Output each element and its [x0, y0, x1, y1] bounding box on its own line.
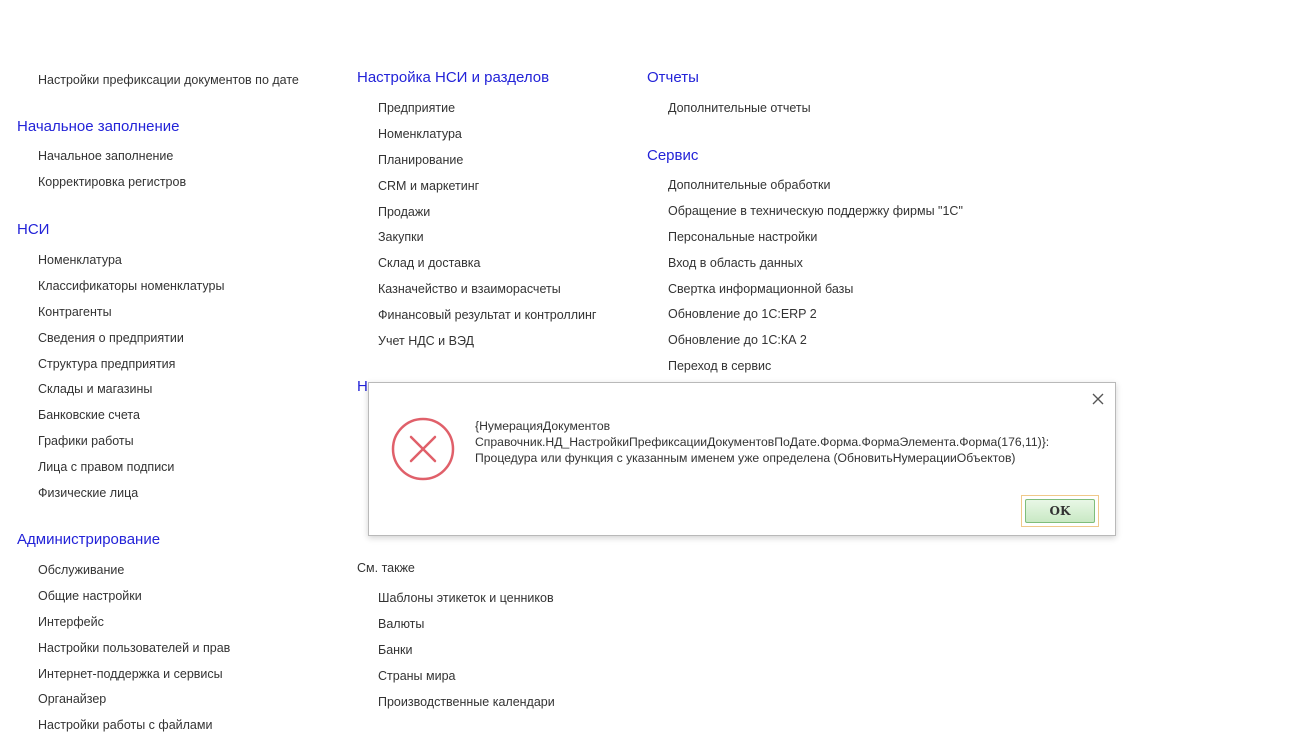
section-title[interactable]: Администрирование	[17, 531, 161, 548]
link-internet-support[interactable]	[0, 666, 230, 692]
link-production-calendars[interactable]	[340, 694, 555, 720]
link-company-structure[interactable]	[0, 356, 224, 382]
link-label: Органайзер	[38, 692, 107, 707]
link-label: Шаблоны этикеток и ценников	[378, 591, 554, 605]
link-enterprise[interactable]	[340, 100, 596, 126]
link-infobase-collapse[interactable]	[630, 281, 963, 307]
ok-button[interactable]: OK	[1025, 499, 1095, 523]
link-organizer[interactable]	[0, 691, 230, 717]
section-see-also	[340, 560, 555, 719]
close-icon[interactable]	[1090, 391, 1106, 407]
section-nsi	[0, 220, 224, 511]
link-label: Вход в область данных	[668, 255, 803, 270]
link-update-ka2[interactable]	[630, 332, 963, 358]
link-label: Корректировка регистров	[38, 174, 187, 189]
link-planning[interactable]	[340, 152, 596, 178]
link-label: Дополнительные отчеты	[668, 101, 811, 115]
link-label: Сведения о предприятии	[38, 330, 184, 345]
link-label: Продажи	[378, 204, 431, 219]
link-label: Переход в сервис	[668, 359, 772, 374]
link-label: Настройки пользователей и прав	[38, 640, 231, 655]
section-partially-hidden	[340, 377, 368, 397]
link-counterparties[interactable]	[0, 304, 224, 330]
link-tech-support[interactable]	[630, 203, 963, 229]
ok-button-focus-frame	[1021, 495, 1099, 527]
error-message-line: Справочник.НД_НастройкиПрефиксацииДокументовПоДате.Форма.ФормаЭлемента.Форма(176,11)}:	[475, 435, 1050, 449]
section-title[interactable]: Начальное заполнение	[17, 118, 180, 135]
link-label: Контрагенты	[38, 304, 112, 319]
link-initial-fill[interactable]	[0, 148, 186, 174]
link-signatories[interactable]	[0, 459, 224, 485]
link-users-rights[interactable]	[0, 640, 230, 666]
error-message-line: Процедура или функция с указанным именем уже определена (ОбновитьНумерацииОбъектов)	[475, 451, 1016, 465]
section-nsi-setup	[340, 68, 596, 359]
link-label: Классификаторы номенклатуры	[38, 278, 225, 293]
link-label: Дополнительные обработки	[668, 178, 831, 192]
link-vat-ved[interactable]	[340, 333, 596, 359]
link-nomenclature-setup[interactable]	[340, 126, 596, 152]
link-label: Обслуживание	[38, 563, 125, 577]
link-personal-settings[interactable]	[630, 229, 963, 255]
link-label-templates[interactable]	[340, 590, 555, 616]
link-additional-processing[interactable]	[630, 177, 963, 203]
error-dialog	[368, 382, 1116, 536]
section-title[interactable]: Сервис	[647, 147, 699, 164]
section-title[interactable]: Н	[357, 378, 368, 395]
link-maintenance[interactable]	[0, 562, 230, 588]
link-label: Обращение в техническую поддержку фирмы "1С"	[668, 203, 963, 218]
link-individuals[interactable]	[0, 485, 224, 511]
section-reports	[630, 68, 811, 126]
link-label: Интернет-поддержка и сервисы	[38, 666, 223, 681]
section-title[interactable]: НСИ	[17, 221, 50, 238]
link-label: Банковские счета	[38, 408, 140, 423]
link-file-settings[interactable]	[0, 717, 230, 743]
section-administration	[0, 530, 230, 743]
link-update-erp2[interactable]	[630, 306, 963, 332]
link-label: Производственные календари	[378, 694, 555, 709]
link-label: Казначейство и взаиморасчеты	[378, 282, 561, 297]
link-nomenclature-classifiers[interactable]	[0, 278, 224, 304]
link-treasury[interactable]	[340, 281, 596, 307]
link-move-to-service[interactable]	[630, 358, 963, 384]
link-label: Склады и магазины	[38, 382, 153, 397]
link-label: Банки	[378, 642, 413, 657]
error-message	[475, 418, 1095, 466]
link-general-settings[interactable]	[0, 588, 230, 614]
link-label: Персональные настройки	[668, 229, 818, 244]
link-purchases[interactable]	[340, 229, 596, 255]
link-register-correction[interactable]	[0, 174, 186, 200]
link-warehouses-stores[interactable]	[0, 381, 224, 407]
section-service	[630, 146, 963, 384]
link-label: Настройки работы с файлами	[38, 718, 213, 733]
link-label: Страны мира	[378, 668, 456, 683]
link-label: Свертка информационной базы	[668, 281, 854, 296]
link-label: Обновление до 1С:КА 2	[668, 333, 807, 348]
link-label: Общие настройки	[38, 588, 142, 603]
link-label: Планирование	[378, 152, 464, 167]
link-currencies[interactable]	[340, 616, 555, 642]
link-label: Валюты	[378, 616, 425, 631]
link-label: Обновление до 1С:ERP 2	[668, 307, 817, 322]
link-countries[interactable]	[340, 668, 555, 694]
link-label: Лица с правом подписи	[38, 460, 175, 475]
link-bank-accounts[interactable]	[0, 407, 224, 433]
link-interface[interactable]	[0, 614, 230, 640]
link-label: Финансовый результат и контроллинг	[378, 308, 597, 323]
link-label: Закупки	[378, 230, 424, 245]
link-label: Структура предприятия	[38, 356, 176, 371]
link-label: Учет НДС и ВЭД	[378, 334, 475, 349]
link-company-info[interactable]	[0, 330, 224, 356]
link-label: Номенклатура	[378, 126, 462, 141]
link-label: Начальное заполнение	[38, 149, 174, 163]
link-label: CRM и маркетинг	[378, 178, 480, 193]
link-nomenclature[interactable]	[0, 252, 224, 278]
link-label: Склад и доставка	[378, 256, 481, 271]
link-work-schedules[interactable]	[0, 433, 224, 459]
section-initial-fill	[0, 117, 186, 200]
link-data-area-login[interactable]	[630, 255, 963, 281]
link-label: Графики работы	[38, 434, 134, 449]
error-message-line: {НумерацияДокументов	[475, 419, 611, 433]
link-additional-reports[interactable]	[630, 100, 811, 126]
link-financial-result[interactable]	[340, 307, 596, 333]
link-warehouse-delivery[interactable]	[340, 255, 596, 281]
section-title[interactable]: Настройка НСИ и разделов	[357, 69, 550, 86]
link-label: Физические лица	[38, 486, 139, 501]
link-prefix-settings[interactable]	[0, 72, 299, 98]
link-label: Предприятие	[378, 101, 456, 115]
link-banks[interactable]	[340, 642, 555, 668]
error-icon	[391, 417, 455, 481]
link-label: Настройки префиксации документов по дате	[38, 73, 299, 87]
see-also-title: См. также	[357, 561, 415, 575]
link-label: Номенклатура	[38, 253, 122, 267]
section-title[interactable]: Отчеты	[647, 69, 699, 86]
link-sales[interactable]	[340, 204, 596, 230]
link-label: Интерфейс	[38, 614, 104, 629]
link-crm-marketing[interactable]	[340, 178, 596, 204]
